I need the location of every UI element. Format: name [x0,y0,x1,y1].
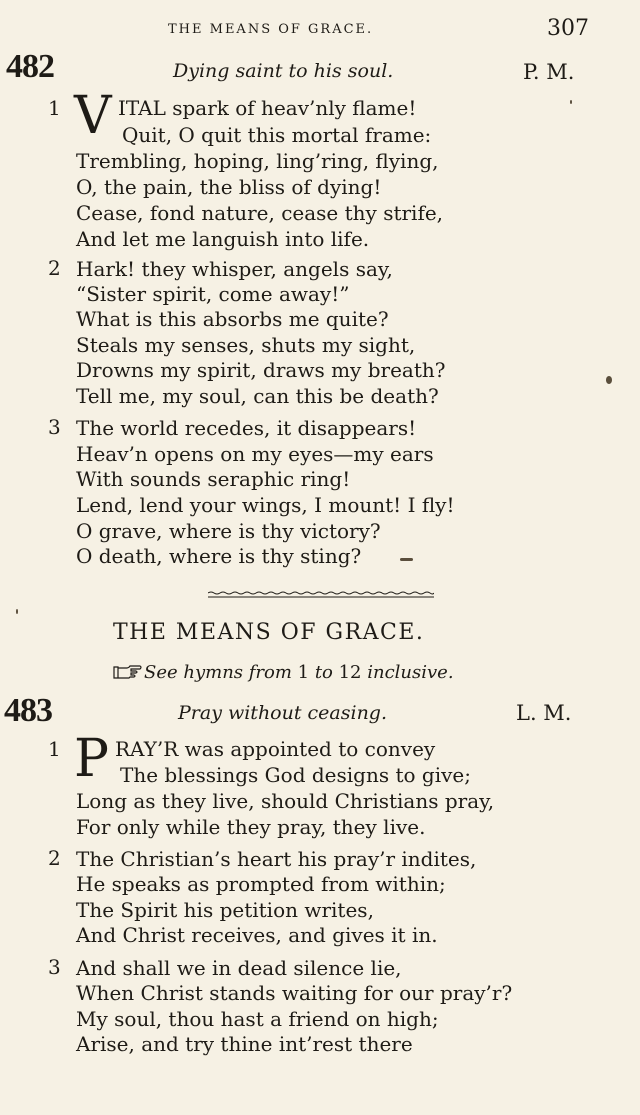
stanza-number: 1 [48,96,61,120]
section-title: THE MEANS OF GRACE. [113,620,425,645]
hymn-meter: P. M. [523,60,575,84]
drop-cap: P [74,729,109,789]
verse-line: Drowns my spirit, draws my breath? [76,358,446,382]
ink-speck [400,558,413,561]
ink-speck [16,609,18,614]
hymn-number: 482 [6,48,54,85]
verse-line: Tell me, my soul, can this be death? [76,384,439,408]
stanza-number: 3 [48,415,61,439]
verse-line: With sounds seraphic ring! [76,467,351,491]
verse-line: And let me languish into life. [76,227,370,251]
ink-speck [570,100,572,104]
verse-line: RAY’R was appointed to convey [115,737,436,761]
page-number: 307 [547,16,589,41]
verse-line: What is this absorbs me quite? [76,307,389,331]
verse-line: The Spirit his petition writes, [76,898,374,922]
stanza-number: 3 [48,955,61,979]
verse-line: And shall we in dead silence lie, [76,956,402,980]
verse-line: ITAL spark of heav’nly flame! [118,96,417,120]
verse-line: O, the pain, the bliss of dying! [76,175,382,199]
verse-line: O grave, where is thy victory? [76,519,381,543]
verse-line: The Christian’s heart his pray’r indites, [76,847,477,871]
stanza-number: 2 [48,256,61,280]
verse-line: O death, where is thy sting? [76,544,362,568]
ink-speck [606,376,612,384]
verse-line: My soul, thou hast a friend on high; [76,1007,439,1031]
verse-line: Trembling, hoping, ling’ring, flying, [76,149,439,173]
verse-line: Hark! they whisper, angels say, [76,257,393,281]
verse-line: For only while they pray, they live. [76,815,426,839]
hymn-title: Pray without ceasing. [178,702,388,724]
verse-line: Long as they live, should Christians pray, [76,789,495,813]
stanza-number: 1 [48,737,61,761]
hymn-number: 483 [4,692,52,729]
verse-line: And Christ receives, and gives it in. [76,923,438,947]
verse-line: The world recedes, it disappears! [76,416,417,440]
verse-line: Heav’n opens on my eyes—my ears [76,442,434,466]
wavy-divider [208,591,434,599]
verse-line: When Christ stands waiting for our pray’r? [76,981,513,1005]
pointing-hand-icon [112,663,142,681]
verse-line: Steals my senses, shuts my sight, [76,333,416,357]
crossref-prefix: See hymns from [144,662,298,683]
verse-line: “Sister spirit, come away!” [76,282,350,306]
crossref-from: 1 [297,662,310,683]
running-head: THE MEANS OF GRACE. [168,22,374,37]
stanza-number: 2 [48,846,61,870]
cross-reference [112,662,454,683]
verse-line: Cease, fond nature, cease thy strife, [76,201,444,225]
drop-cap: V [74,86,112,146]
hymn-title: Dying saint to his soul. [173,60,394,82]
crossref-suffix: inclusive. [361,662,454,683]
verse-line: Quit, O quit this mortal frame: [122,123,432,147]
hymn-meter: L. M. [516,701,572,725]
verse-line: Lend, lend your wings, I mount! I fly! [76,493,455,517]
crossref-to: 12 [338,662,362,683]
verse-line: He speaks as prompted from within; [76,872,446,896]
verse-line: Arise, and try thine int’rest there [76,1032,413,1056]
verse-line: The blessings God designs to give; [120,763,471,787]
crossref-mid: to [309,662,339,683]
